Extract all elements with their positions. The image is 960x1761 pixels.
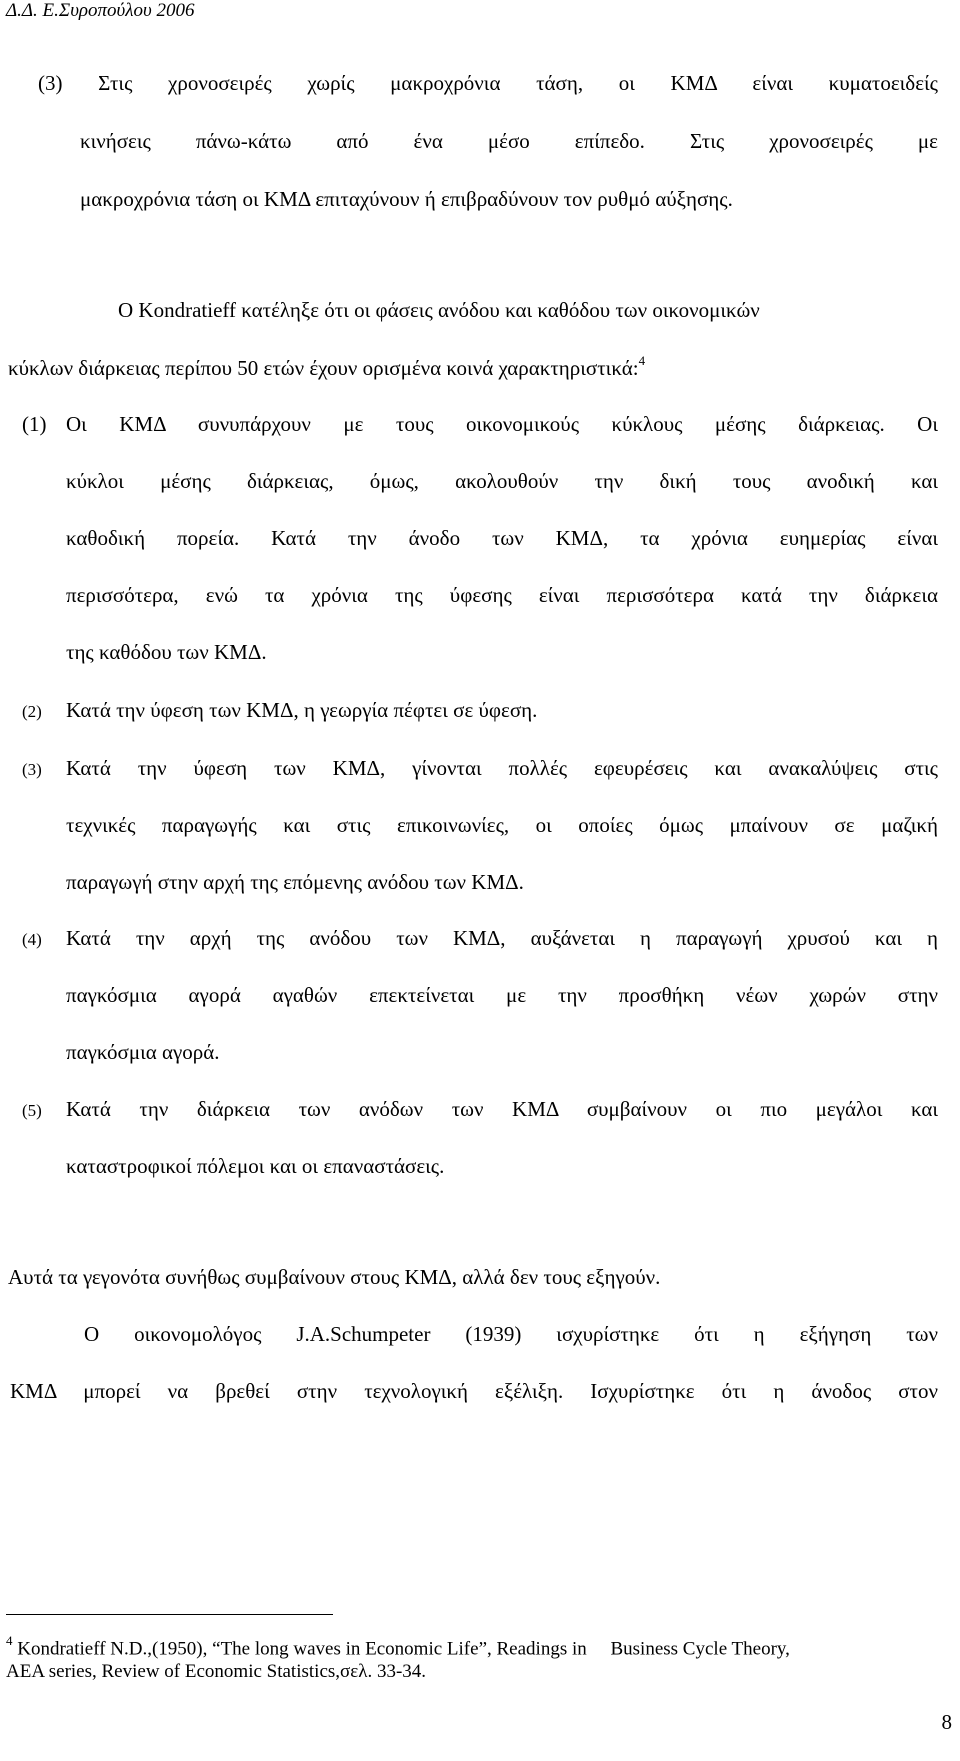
footnote-line-2: AEA series, Review of Economic Statistics,σελ. 33-34. [6, 1661, 427, 1682]
running-header: Δ.Δ. Ε.Συροπούλου 2006 [6, 0, 195, 21]
item-1-line-3: καθοδική πορεία. Κατά την άνοδο των ΚΜΔ, τα χρόνια ευημερίας είναι [66, 526, 938, 550]
item-3-line-2: τεχνικές παραγωγής και στις επικοινωνίες, οι οποίες όμως μπαίνουν σε μαζική [66, 813, 938, 837]
page-number: 8 [941, 1710, 952, 1734]
item-2-line-1: Κατά την ύφεση των ΚΜΔ, η γεωργία πέφτει σε ύφεση. [66, 698, 538, 722]
footnote-separator [6, 1614, 333, 1615]
item-1-number-inline: (1) [22, 412, 47, 436]
kondratieff-intro-text: κύκλων διάρκειας περίπου 50 ετών έχουν ορισμένα κοινά χαρακτηριστικά: [8, 356, 639, 380]
schumpeter-line-2: ΚΜΔ μπορεί να βρεθεί στην τεχνολογική εξέλιξη. Ισχυρίστηκε ότι η άνοδος στον [10, 1379, 938, 1403]
top-item-line-2: κινήσεις πάνω-κάτω από ένα μέσο επίπεδο. Στις χρονοσειρές με [80, 129, 938, 153]
closing-sentence: Αυτά τα γεγονότα συνήθως συμβαίνουν στους ΚΜΔ, αλλά δεν τους εξηγούν. [8, 1265, 661, 1289]
item-2-number: (2) [22, 702, 42, 721]
top-item-line-1: (3) Στις χρονοσειρές χωρίς μακροχρόνια τάση, οι ΚΜΔ είναι κυματοειδείς [38, 71, 938, 95]
item-4-line-1: Κατά την αρχή της ανόδου των ΚΜΔ, αυξάνεται η παραγωγή χρυσού και η [66, 926, 938, 950]
footnote-reference: 4 [638, 353, 646, 368]
item-3-number: (3) [22, 760, 42, 779]
footnote-marker: 4 [6, 1633, 13, 1648]
item-5-line-1: Κατά την διάρκεια των ανόδων των ΚΜΔ συμβαίνουν οι πιο μεγάλοι και [66, 1097, 938, 1121]
item-4-line-3: παγκόσμια αγορά. [66, 1040, 220, 1064]
item-1-line-5: της καθόδου των ΚΜΔ. [66, 640, 267, 664]
footnote-text-1: Kondratieff N.D.,(1950), “The long waves in Economic Life”, Readings in Business Cycle Theory, [17, 1638, 790, 1660]
schumpeter-line-1: Ο οικονομολόγος J.A.Schumpeter (1939) ισχυρίστηκε ότι η εξήγηση των [84, 1322, 938, 1346]
footnote-line-1 [6, 1635, 790, 1660]
item-5-number: (5) [22, 1101, 42, 1120]
top-item-line-3: μακροχρόνια τάση οι ΚΜΔ επιταχύνουν ή επιβραδύνουν τον ρυθμό αύξησης. [80, 187, 733, 211]
item-3-line-3: παραγωγή στην αρχή της επόμενης ανόδου των ΚΜΔ. [66, 870, 524, 894]
kondratieff-intro-line-2 [8, 355, 645, 381]
item-1-line-4: περισσότερα, ενώ τα χρόνια της ύφεσης είναι περισσότερα κατά την διάρκεια [66, 583, 938, 607]
item-4-line-2: παγκόσμια αγορά αγαθών επεκτείνεται με την προσθήκη νέων χωρών στην [66, 983, 938, 1007]
kondratieff-intro-line-1: Ο Kondratieff κατέληξε ότι οι φάσεις ανόδου και καθόδου των οικονομικών [118, 298, 760, 322]
item-3-line-1: Κατά την ύφεση των ΚΜΔ, γίνονται πολλές εφευρέσεις και ανακαλύψεις στις [66, 756, 938, 780]
item-1-line-1: Οι ΚΜΔ συνυπάρχουν με τους οικονομικούς κύκλους μέσης διάρκειας. Οι [66, 412, 938, 436]
item-4-number: (4) [22, 930, 42, 949]
item-1-line-2: κύκλοι μέσης διάρκειας, όμως, ακολουθούν την δική τους ανοδική και [66, 469, 938, 493]
item-5-line-2: καταστροφικοί πόλεμοι και οι επαναστάσεις. [66, 1154, 445, 1178]
